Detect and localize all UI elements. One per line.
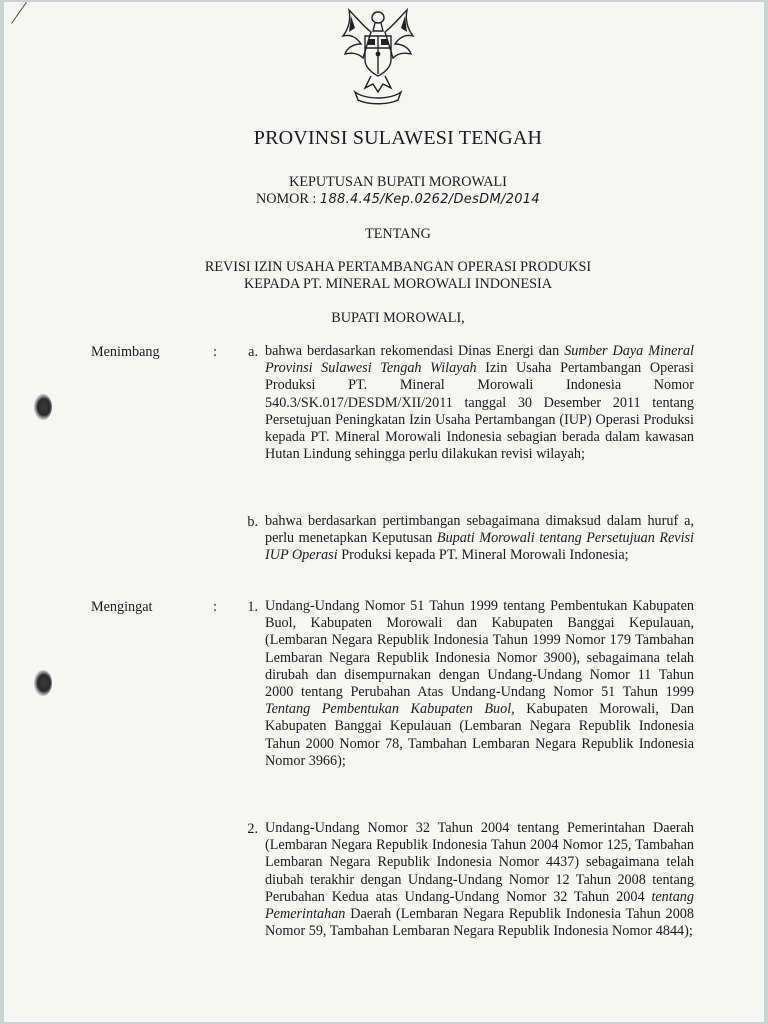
menimbang-marker-b: b. — [247, 514, 258, 530]
decree-number-value: 188.4.45/Kep.0262/DesDM/2014 — [319, 192, 540, 207]
mengingat-item-2-text-2: Daerah (Lembaran Negara Republik Indonesia Tahun 2008 Nomor 59, Tambahan Lembaran Negara Republik Indonesia Nomor 4844); — [265, 906, 694, 940]
menimbang-marker-a: a. — [248, 344, 258, 360]
about-heading: TENTANG — [365, 226, 431, 242]
punch-hole-icon — [34, 394, 52, 420]
mengingat-item-2-text-1: Undang-Undang Nomor 32 Tahun 2004 tentang Pemerintahan Daerah (Lembaran Negara Republik Indonesia Tahun 2004 Nomor 125, Tambahan Lembaran Negara Republik Indonesia Nomor 4437) sebagaimana telah diubah terakhir dengan Undang-Undang Nomor 12 Tahun 2008 tentang Perubahan Kedua atas Undang-Undang Nomor 32 Tahun 2004 — [265, 820, 694, 905]
subject-line-1: REVISI IZIN USAHA PERTAMBANGAN OPERASI PRODUKSI — [204, 259, 592, 275]
decree-number-label: NOMOR : — [256, 191, 317, 207]
province-title: PROVINSI SULAWESI TENGAH — [253, 127, 543, 149]
punch-hole-icon — [34, 670, 52, 696]
decree-number — [4, 191, 764, 208]
menimbang-item-b-text-2: Produksi kepada PT. Mineral Morowali Indonesia; — [337, 547, 629, 564]
mengingat-label: Mengingat — [91, 599, 153, 615]
mengingat-colon: : — [213, 599, 217, 615]
menimbang-label: Menimbang — [91, 344, 160, 360]
mengingat-item-1 — [265, 598, 694, 770]
menimbang-item-a-italic: Sumber Daya Mineral Provinsi Sulawesi Tengah Wilayah — [265, 343, 694, 377]
menimbang-item-b-text-1: bahwa berdasarkan pertimbangan sebagaimana dimaksud dalam huruf a, perlu menetapkan Keputusan — [265, 513, 694, 547]
menimbang-item-a-text-1: bahwa berdasarkan rekomendasi Dinas Energi dan — [265, 343, 565, 359]
menimbang-colon: : — [213, 344, 217, 360]
menimbang-item-b-italic: Bupati Morowali tentang Persetujuan Revisi IUP Operasi — [265, 530, 694, 564]
mengingat-item-1-text-2: Kabupaten Morowali, Dan Kabupaten Banggai Kepulauan (Lembaran Negara Republik Indonesia Tahun 2000 Nomor 78, Tambahan Lembaran Negara Republik Indonesia Nomor 3966); — [265, 701, 694, 769]
mengingat-item-1-italic: Tentang Pembentukan Kabupaten Buol, — [265, 701, 515, 718]
mengingat-item-1-text-1: Undang-Undang Nomor 51 Tahun 1999 tentang Pembentukan Kabupaten Buol, Kabupaten Morowali dan Kabupaten Banggai Kepulauan, (Lembaran Negara Republik Indonesia Tahun 1999 Nomor 179 Tambahan Lembaran Negara Republik Indonesia Nomor 3900), sebagaimana telah dirubah dan disempurnakan dengan Undang-Undang Nomor 11 Tahun 2000 tentang Perubahan Atas Undang-Undang Nomor 51 Tahun 1999 — [265, 598, 694, 701]
document-page — [4, 2, 764, 1022]
mengingat-marker-1: 1. — [247, 599, 258, 615]
subject-line-2: KEPADA PT. MINERAL MOROWALI INDONESIA — [243, 276, 553, 292]
menimbang-item-a-text-2: Izin Usaha Pertambangan Operasi Produksi PT. Mineral Morowali Indonesia Nomor 540.3/SK.017/DESDM/XII/2011 tanggal 30 Desember 2011 tentang Persetujuan Peningkatan Izin Usaha Pertambangan (IUP) Operasi Produksi kepada PT. Mineral Morowali Indonesia sebagian berada dalam kawasan Hutan Lindung sehingga perlu dilakukan revisi wilayah; — [265, 360, 694, 463]
garuda-emblem-icon — [335, 6, 421, 108]
menimbang-item-b — [265, 513, 694, 565]
mengingat-item-2 — [265, 820, 694, 940]
menimbang-item-a — [265, 343, 694, 463]
mengingat-marker-2: 2. — [247, 821, 258, 837]
scan-mark — [11, 2, 27, 24]
decree-title: KEPUTUSAN BUPATI MOROWALI — [289, 174, 507, 190]
issuer-heading: BUPATI MOROWALI, — [331, 310, 465, 326]
mengingat-item-2-italic: tentang Pemerintahan — [265, 888, 694, 923]
